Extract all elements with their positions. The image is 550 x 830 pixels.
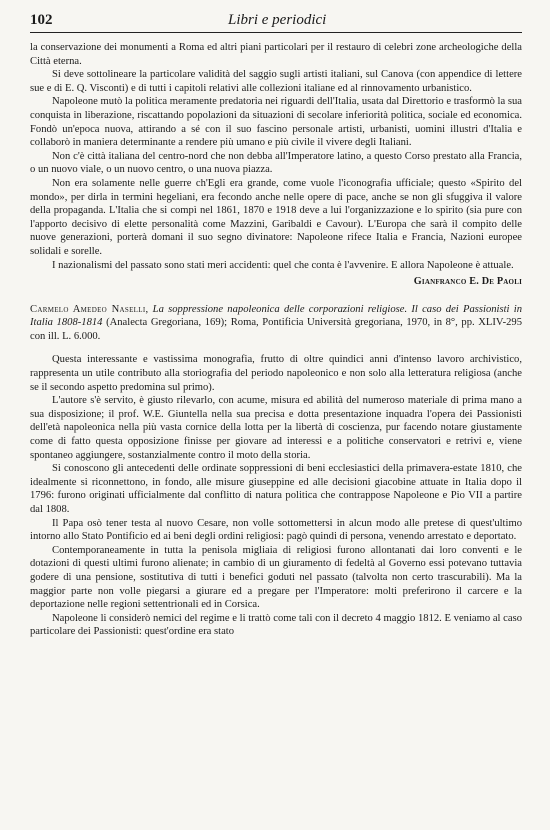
book-title: La soppressione napoleonica delle corporazioni religiose. Il caso dei Passionisti in Italia 1808-1814 (30, 303, 522, 329)
paragraph: Il Papa osò tener testa al nuovo Cesare, non volle sottomettersi in alcun modo alle pretese di quest'ultimo intorno allo Stato Pontificio ed ai beni degli ordini religiosi: pagò quindi di persona, venendo arrestato e deportato. (30, 517, 522, 543)
paragraph: Non c'è città italiana del centro-nord che non debba all'Imperatore latino, a questo Corso prestato alla Francia, o un nuovo viale, o un nuovo centro, o una nuova piazza. (30, 150, 522, 176)
paragraph: Non era solamente nelle guerre ch'Egli era grande, come vuole l'iconografia ufficiale; questo «Spirito del mondo», per dirla in termini hegeliani, era fecondo anche nelle opere di pace, anche se non gli sfuggiva il valore della propaganda. L'Italia che si compì nel 1861, 1870 e 1918 deve a lui l'organizzazione e lo spirito (sia pure con l'apporto decisivo di elette personalità come Mazzini, Garibaldi e Cavour). L'Europa che sarà il compito delle nuove generazioni, porterà domani il suo segno divinatore: Napoleone rifece Italia e Francia, Nazioni europee solidali e sorelle. (30, 177, 522, 257)
paragraph: I nazionalismi del passato sono stati meri accidenti: quel che conta è l'avvenire. E allora Napoleone è attuale. (52, 259, 514, 271)
page-number: 102 (30, 12, 53, 28)
paragraph: Questa interessante e vastissima monografia, frutto di oltre quindici anni d'intenso lavoro archivistico, rappresenta un utile contributo alla storiografia del periodo napoleonico e non solo alla letteratura religiosa (anche se il secondo aspetto predomina sul primo). (30, 354, 522, 393)
book-author: Carmelo Amedeo Naselli, (30, 303, 149, 315)
book-details: (Analecta Gregoriana, 169); Roma, Pontificia Università gregoriana, 1970, in 8°, pp. XLIV-295 con ill. L. 6.000. (30, 317, 522, 342)
paragraph: la conservazione dei monumenti a Roma ed altri piani particolari per il restauro di celebri zone archeologiche della Città eterna. (30, 42, 522, 67)
paragraph: Napoleone li considerò nemici del regime e li trattò come tali con il decreto 4 maggio 1812. E veniamo al caso particolare dei Passionisti: quest'ordine era stato (30, 612, 522, 638)
review-continuation (30, 41, 522, 289)
reviewer-signature: Gianfranco E. De Paoli (413, 276, 522, 288)
paragraph: Si conoscono gli antecedenti delle ordinate soppressioni di beni ecclesiastici della primavera-estate 1810, che idealmente si riconnettono, in fondo, alle misure giuseppine ed alle decisioni giacobine attuate in Italia dopo il 1796: furono originati ufficialmente dal conflitto di natura politica che contrappose Napoleone e Pio VII a partire dal 1808. (30, 463, 522, 515)
page-header (30, 12, 522, 33)
review-heading (30, 303, 522, 344)
paragraph: L'autore s'è servito, è giusto rilevarlo, con acume, misura ed abilità del numeroso materiale di prima mano a sua disposizione; il prof. W.E. Giuntella nella sua precisa e dotta presentazione inquadra l'opera dei Passionisti dell'età napoleonica nella più vasta cornice della lotta per la libertà di coscienza, pur facendo notare giustamente come di fatto questa opposizione finisse per giovare ad interessi e a politiche conservatori e retrivi e, viene spontaneo aggiungere, sostanzialmente contro il moto della storia. (30, 395, 522, 461)
review-body (30, 353, 522, 638)
paragraph: Contemporaneamente in tutta la penisola migliaia di religiosi furono allontanati dai loro conventi e le dotazioni di questi ultimi furono alienate; in cambio di un giuramento di fedeltà al Governo essi potevano tuttavia godere di una pensione, sostitutiva di tutti i benefici goduti nel passato (talvolta non certo trascurabili). Ma la maggior parte non volle piegarsi a giurare ed a pregare per l'Imperatore: molti preferirono il carcere e la deportazione nelle regioni settentrionali ed in Corsica. (30, 544, 522, 611)
paragraph: Napoleone mutò la politica meramente predatoria nei riguardi dell'Italia, usata dal Direttorio e trasformò la sua conquista in liberazione, riscattando popolazioni da situazioni di secolare inferiorità politica, sociale ed economica. Fondò un'epoca nuova, attirando a sé con il suo fascino personale artisti, urbanisti, uomini illustri d'Italia e collaborò in maniera determinante a rendere più umano e più civile il vivere degli Italiani. (30, 96, 522, 149)
running-title: Libri e periodici (228, 12, 327, 28)
paragraph: Si deve sottolineare la particolare validità del saggio sugli artisti italiani, sul Canova (con appendice di lettere sue e di E. Q. Visconti) e di tutti i capitoli relativi alle collezioni italiane ed al rinnovamento urbanistico. (30, 69, 522, 94)
